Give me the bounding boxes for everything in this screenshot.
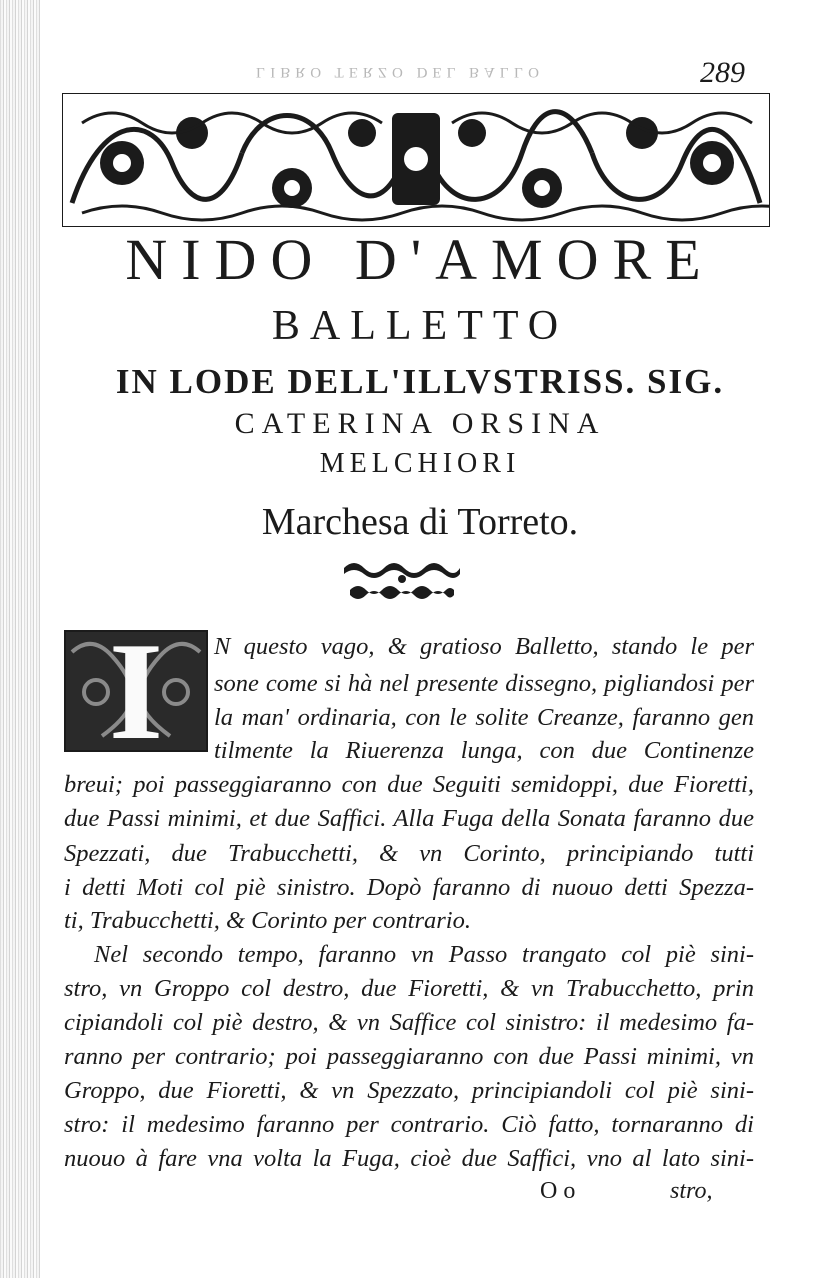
body-line: sone come si hà nel presente dissegno, pigliandosi per [214,670,754,697]
headpiece-engraving [62,93,770,227]
body-line: N questo vago, & gratioso Balletto, stando le per [214,633,754,660]
initial-letter: I [108,630,164,752]
body-line: la man' ordinaria, con le solite Creanze, faranno gen [214,704,754,731]
title-name: CATERINA ORSINA [234,407,606,440]
body-line: i detti Moti col piè sinistro. Dopò faranno di nuouo detti Spezza- [64,874,754,901]
body-line: ranno per contrario; poi passeggiaranno con due Passi minimi, vn [64,1043,754,1070]
body-line: Nel secondo tempo, faranno vn Passo trangato col piè sini- [94,941,754,968]
title-marchesa: Marchesa di Torreto. [261,501,579,543]
body-line: stro, vn Groppo col destro, due Fioretti, & vn Trabucchetto, prin [64,975,754,1002]
title-main: NIDO D'AMORE [125,227,715,292]
fleuron-icon [340,554,464,604]
title-sub: BALLETTO [271,303,569,349]
body-line: breui; poi passeggiaranno con due Seguiti semidoppi, due Fioretti, [64,771,754,798]
page-number: 289 [700,56,745,89]
body-line: cipiandoli col piè destro, & vn Saffice col sinistro: il medesimo fa- [64,1009,754,1036]
signature-mark: O o [540,1178,576,1204]
ornament-divider [340,554,464,604]
ornamental-headpiece [62,93,770,227]
body-line: Groppo, due Fioretti, & vn Spezzato, principiandoli col piè sini- [64,1077,754,1104]
body-line: Spezzati, due Trabucchetti, & vn Corinto, principiando tutti [64,840,754,867]
body-line: due Passi minimi, et due Saffici. Alla Fuga della Sonata faranno due [64,805,754,832]
title-surname: MELCHIORI [319,448,521,479]
bleed-through-text: LIBRO TERZO DEL BALLO [256,64,544,80]
body-line: nuouo à fare vna volta la Fuga, cioè due Saffici, vno al lato sini- [64,1145,754,1172]
decorated-initial [64,630,208,752]
body-line: ti, Trabucchetti, & Corinto per contrario. [64,907,471,934]
body-line: tilmente la Riuerenza lunga, con due Continenze [214,737,754,764]
body-line: stro: il medesimo faranno per contrario. Ciò fatto, tornaranno di [64,1111,754,1138]
title-dedication: IN LODE DELL'ILLVSTRISS. SIG. [115,362,725,401]
catchword: stro, [670,1178,713,1204]
